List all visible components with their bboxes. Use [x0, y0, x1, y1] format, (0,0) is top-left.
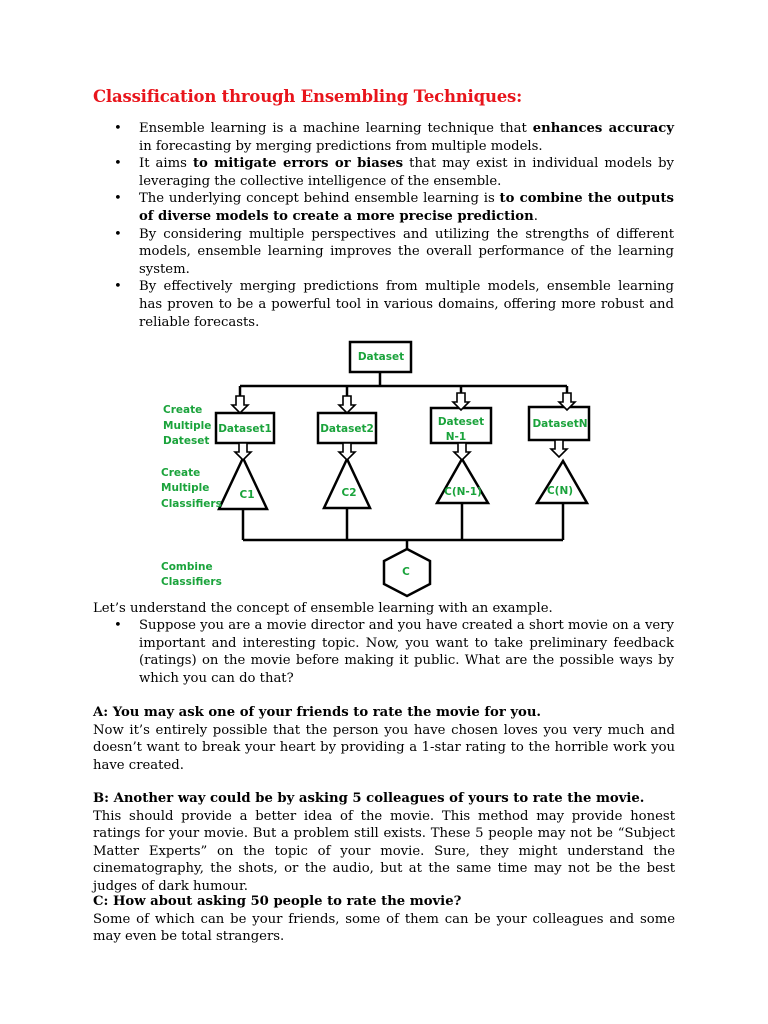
- arrow-down-icon: [551, 440, 567, 457]
- question-body: Some of which can be your friends, some of them can be your colleagues and some may even be total strangers.: [93, 911, 675, 945]
- list-item: • By considering multiple perspectives and utilizing the strengths of different models, ensemble learning improves the overall performance of the learning system.: [114, 226, 674, 279]
- list-item: • Ensemble learning is a machine learning technique that enhances accuracy in forecasting by merging predictions from multiple models.: [114, 120, 674, 155]
- question-body: This should provide a better idea of the movie. This method may provide honest ratings for your movie. But a problem still exists. These 5 people may not be “Subject Matter Experts” on the topic of your movie. Sure, they might understand the cinematography, the shots, or the audio, but at the same time may not be the best judges of dark humour.: [93, 808, 675, 894]
- side-label: Combine: [161, 561, 213, 573]
- list-item: • By effectively merging predictions from multiple models, ensemble learning has proven to be a powerful tool in various domains, offering more robust and reliable forecasts.: [114, 278, 674, 331]
- node-root: Dataset: [357, 351, 405, 363]
- arrow-down-icon: [232, 396, 248, 413]
- question-c: [93, 893, 675, 946]
- question-body: Now it’s entirely possible that the person you have chosen loves you very much and doesn’t want to break your heart by providing a 1-star rating to the horrible work you have created.: [93, 722, 675, 773]
- arrow-down-icon: [339, 443, 355, 460]
- node-dataset2: Dataset2: [320, 423, 374, 435]
- side-label: Create: [161, 467, 201, 479]
- list-item: • It aims to mitigate errors or biases that may exist in individual models by leveraging the collective intelligence of the ensemble.: [114, 155, 674, 190]
- arrow-down-icon: [454, 443, 470, 460]
- question-heading: C: How about asking 50 people to rate the movie?: [93, 894, 462, 909]
- side-label: Create: [163, 404, 203, 416]
- node-c-n-1: C(N-1): [444, 486, 482, 498]
- question-a: [93, 704, 675, 774]
- side-label: Multiple: [163, 420, 212, 432]
- arrow-down-icon: [235, 443, 251, 460]
- page-title: Classification through Ensembling Techniques:: [93, 87, 523, 106]
- question-b: [93, 790, 675, 896]
- question-heading: B: Another way could be by asking 5 colleagues of yours to rate the movie.: [93, 791, 645, 806]
- classifier-c1: [219, 458, 267, 509]
- intro-text: Let’s understand the concept of ensemble learning with an example.: [93, 601, 553, 616]
- example-list: [114, 617, 674, 687]
- node-c1: C1: [239, 489, 255, 501]
- side-label: Multiple: [161, 482, 210, 494]
- node-combined: C: [402, 566, 410, 578]
- node-c2: C2: [341, 487, 357, 499]
- node-datasetn: DatasetN: [532, 418, 588, 430]
- list-item: • Suppose you are a movie director and you have created a short movie on a very important and interesting topic. Now, you want to take preliminary feedback (ratings) on the movie before making it public. What are the possible ways by which you can do that?: [114, 617, 674, 687]
- node-dataset-n-1-line1: Dateset: [437, 416, 485, 428]
- node-dataset1: Dataset1: [218, 423, 272, 435]
- list-item: • The underlying concept behind ensemble learning is to combine the outputs of diverse models to create a more precise prediction.: [114, 190, 674, 225]
- classifier-c2: [324, 459, 370, 508]
- side-label: Classifiers: [161, 498, 222, 510]
- side-label: Classifiers: [161, 576, 222, 588]
- question-heading: A: You may ask one of your friends to rate the movie for you.: [93, 705, 541, 720]
- side-label: Dateset: [163, 435, 210, 447]
- node-dataset-n-1-line2: N-1: [445, 431, 467, 443]
- arrow-down-icon: [339, 396, 355, 413]
- node-cn: C(N): [546, 485, 574, 497]
